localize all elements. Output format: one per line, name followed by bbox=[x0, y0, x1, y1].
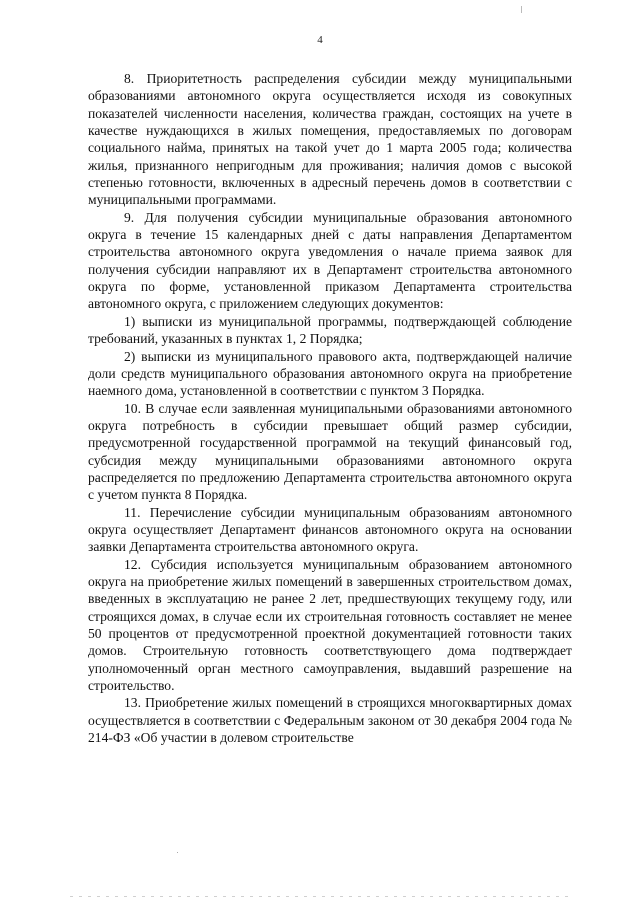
paragraph-8: 8. Приоритетность распределения субсидии между муниципальными образованиями автономного округа осуществляется исходя из совокупных показателей численности населения, количества граждан, состоящих на учете в качестве нуждающихся в жилых помещения, предоставляемых по договорам социального найма, принятых на такой учет до 1 марта 2005 года; количества жилья, признанного непригодным для проживания; наличия домов с высокой степенью готовности, включенных в адресный перечень домов в соответствии с муниципальными программами. bbox=[88, 71, 572, 208]
paragraph-9-item-1: 1) выписки из муниципальной программы, подтверждающей соблюдение требований, указанных в пунктах 1, 2 Порядка; bbox=[88, 313, 572, 347]
scan-bottom-edge bbox=[70, 896, 570, 897]
paragraph-12: 12. Субсидия используется муниципальным образованием автономного округа на приобретение жилых помещений в завершенных строительством домах, введенных в эксплуатацию не ранее 2 лет, предшествующих текущему году, или строящихся домах, в случае если их строительная готовность составляет не менее 50 процентов от предусмотренной проектной документацией готовности таких домов. Строительную готовность соответствующего дома подтверждает уполномоченный орган местного самоуправления, выдавший разрешение на строительство. bbox=[88, 556, 572, 694]
paragraph-9-item-2: 2) выписки из муниципального правового акта, подтверждающей наличие доли средств муниципального образования автономного округа на приобретение наемного дома, установленной в соответствии с пунктом 3 Порядка. bbox=[88, 348, 572, 399]
scan-artifact-dot bbox=[177, 852, 178, 853]
scan-artifact-mark bbox=[521, 6, 522, 13]
paragraph-11: 11. Перечисление субсидии муниципальным образованиям автономного округа осуществляет Департамент финансов автономного округа на основании заявки Департамента строительства автономного округа. bbox=[88, 504, 572, 555]
page-number: 4 bbox=[317, 34, 323, 46]
document-body bbox=[88, 70, 572, 746]
paragraph-10: 10. В случае если заявленная муниципальными образованиями автономного округа потребность в субсидии превышает общий размер субсидии, предусмотренной государственной программой на текущий финансовый год, субсидия между муниципальными образованиями автономного округа распределяется по предложению Департамента строительства автономного округа с учетом пункта 8 Порядка. bbox=[88, 400, 572, 503]
paragraph-9: 9. Для получения субсидии муниципальные образования автономного округа в течение 15 календарных дней с даты направления Департаментом строительства автономного округа уведомления о начале приема заявок для получения субсидии направляют их в Департамент строительства автономного округа по форме, установленной приказом Департамента строительства автономного округа, с приложением следующих документов: bbox=[88, 209, 572, 312]
paragraph-13: 13. Приобретение жилых помещений в строящихся многоквартирных домах осуществляется в соответствии с Федеральным законом от 30 декабря 2004 года № 214-ФЗ «Об участии в долевом строительстве bbox=[88, 695, 572, 746]
